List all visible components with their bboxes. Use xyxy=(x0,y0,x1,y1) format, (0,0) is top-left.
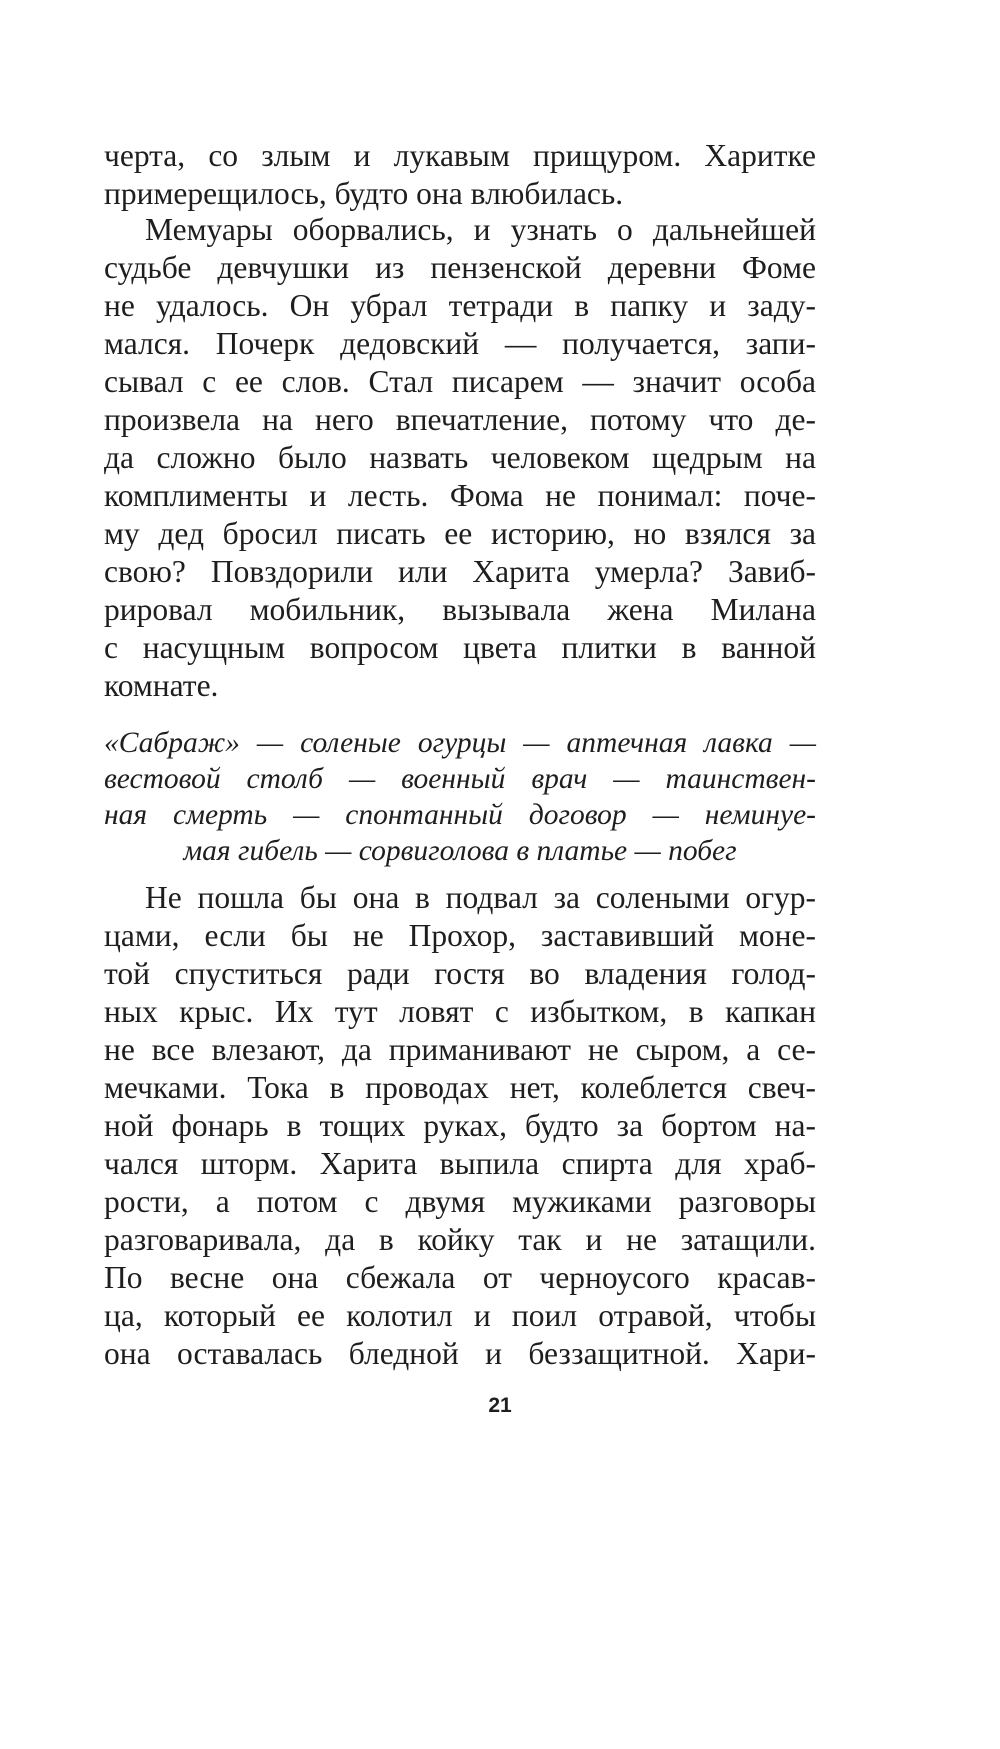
text-line: сывал с ее слов. Стал писарем — значит особа xyxy=(104,364,816,399)
text-line: произвела на него впечатление, потому что де- xyxy=(104,402,816,437)
text-line: ца, который ее колотил и поил отравой, чтобы xyxy=(104,1298,816,1333)
text-line: комплименты и лесть. Фома не понимал: поче- xyxy=(104,478,816,513)
text-line: она оставалась бледной и беззащитной. Хари- xyxy=(104,1336,816,1371)
text-line: той спуститься ради гостя во владения голод- xyxy=(104,956,816,991)
paragraph-continued xyxy=(104,137,816,213)
text-line: рости, а потом с двумя мужиками разговоры xyxy=(104,1184,816,1219)
text-line: цами, если бы не Прохор, заставивший моне- xyxy=(104,918,816,953)
epigraph-line: «Сабраж» — соленые огурцы — аптечная лавка — xyxy=(104,727,816,759)
epigraph-line: вестовой столб — военный врач — таинствен- xyxy=(104,763,816,795)
epigraph-line: мая гибель — сорвиголова в платье — побег xyxy=(183,835,737,867)
epigraph-line: ная смерть — спонтанный договор — неминуе- xyxy=(104,799,816,831)
text-line: свою? Повздорили или Харита умерла? Завиб- xyxy=(104,554,816,589)
text-line: комнате. xyxy=(104,668,219,703)
text-line: примерещилось, будто она влюбилась. xyxy=(104,176,624,211)
text-line: черта, со злым и лукавым прищуром. Харитке xyxy=(104,138,816,173)
text-line: не удалось. Он убрал тетради в папку и заду- xyxy=(104,288,816,323)
text-line: ной фонарь в тощих руках, будто за бортом на- xyxy=(104,1108,816,1143)
text-line: По весне она сбежала от черноусого красав- xyxy=(104,1260,816,1295)
text-line: рировал мобильник, вызывала жена Милана xyxy=(104,592,816,627)
text-line: му дед бросил писать ее историю, но взялся за xyxy=(104,516,816,551)
chapter-epigraph xyxy=(104,725,816,869)
paragraph-memoirs xyxy=(104,211,816,705)
text-line: чался шторм. Харита выпила спирта для храб- xyxy=(104,1146,816,1181)
page-number: 21 xyxy=(488,1394,512,1417)
text-line: с насущным вопросом цвета плитки в ванной xyxy=(104,630,816,665)
text-line: мечками. Тока в проводах нет, колеблется свеч- xyxy=(104,1070,816,1105)
text-line: Не пошла бы она в подвал за солеными огур- xyxy=(145,880,816,915)
text-line: ных крыс. Их тут ловят с избытком, в капкан xyxy=(104,994,816,1029)
text-line: мался. Почерк дедовский — получается, запи- xyxy=(104,326,816,361)
text-line: судьбе девчушки из пензенской деревни Фоме xyxy=(104,250,816,285)
text-line: не все влезают, да приманивают не сыром, а се- xyxy=(104,1032,816,1067)
paragraph-cellar xyxy=(104,879,816,1373)
text-line: да сложно было назвать человеком щедрым на xyxy=(104,440,816,475)
text-line: Мемуары оборвались, и узнать о дальнейшей xyxy=(145,212,816,247)
text-line: разговаривала, да в койку так и не затащили. xyxy=(104,1222,816,1257)
